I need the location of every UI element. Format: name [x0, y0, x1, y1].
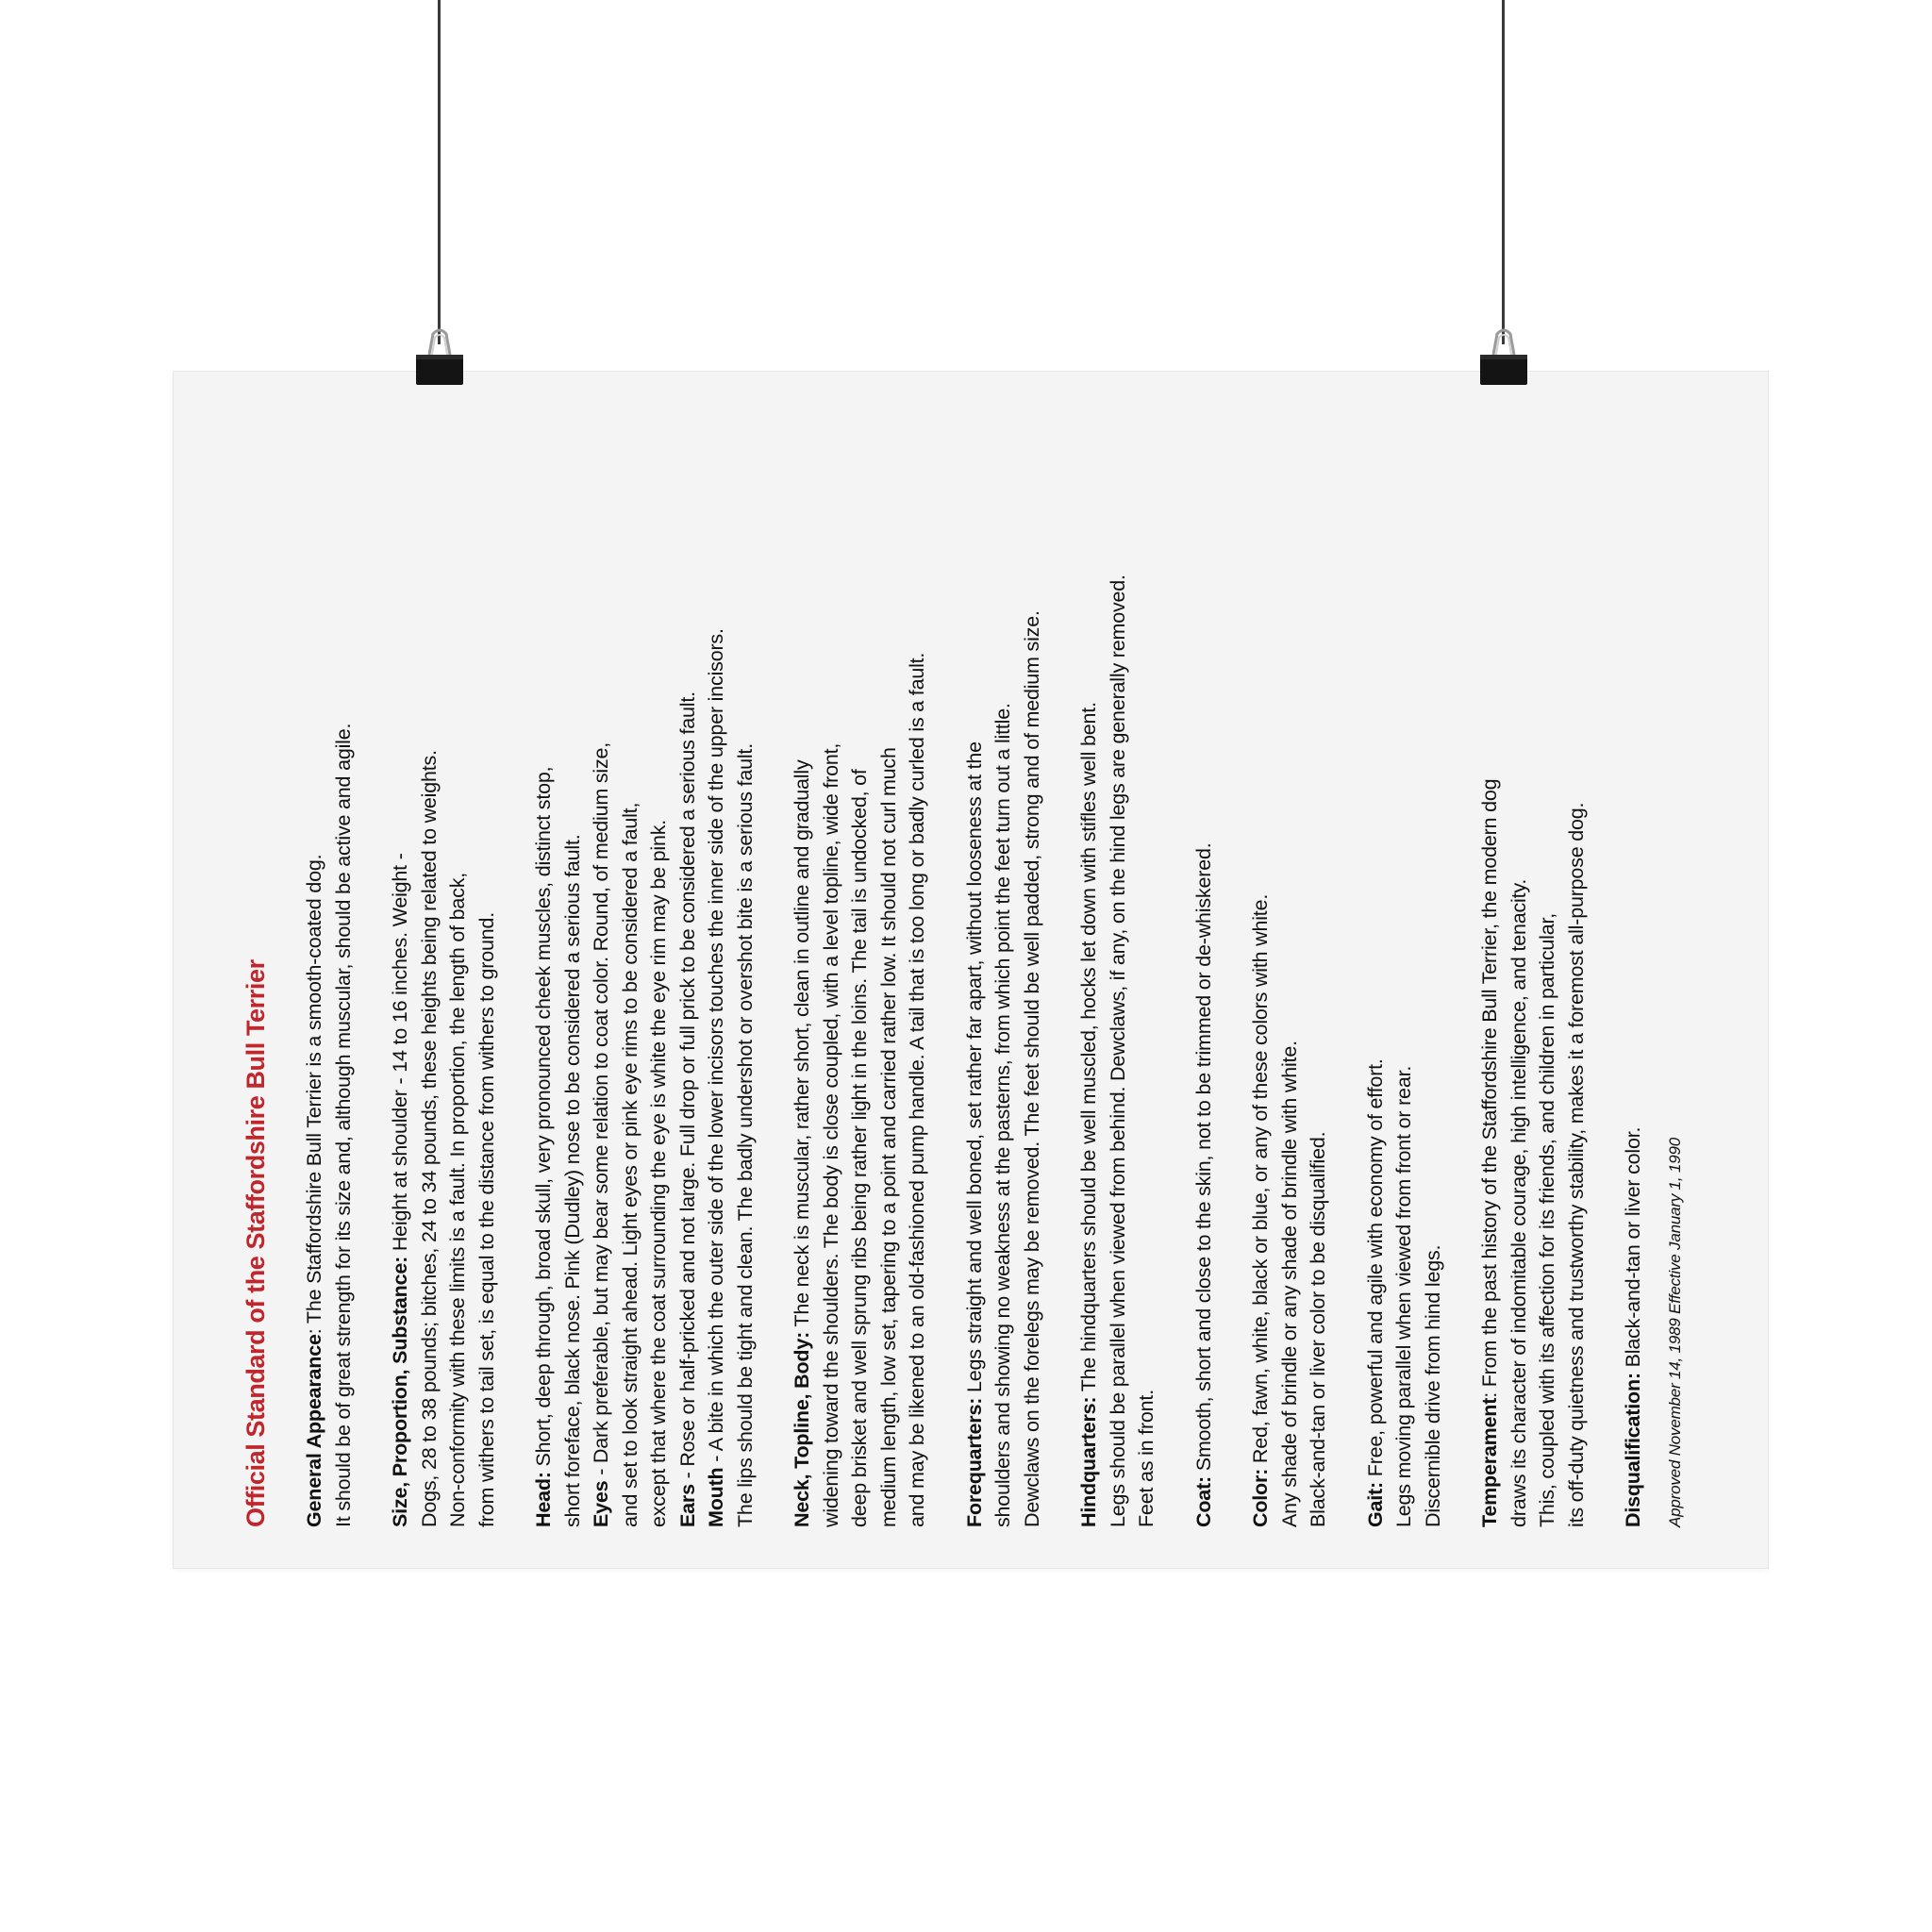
head-label: Head: — [532, 1472, 555, 1527]
disqualification-section: Disqualification: Black-and-tan or liver color. — [1622, 1126, 1644, 1527]
size-section: Size, Proportion, Substance: Height at shoulder - 14 to 16 inches. Weight - Dogs, 28 to 38 pounds; bitches, 24 to 34 pounds, these heights being related to weights. Non-conformity with these limits is a fault. In proportion, the length of back, from withers to tail set, is equal to the distance from withers to ground. — [389, 750, 498, 1527]
disqualification-label: Disqualification: — [1622, 1373, 1644, 1527]
eyes-label: Eyes — [590, 1480, 612, 1527]
neck-label: Neck, Topline, Body: — [791, 1331, 813, 1527]
gait-label: Gait: — [1363, 1482, 1387, 1527]
neck-section: Neck, Topline, Body: The neck is muscular, rather short, clean in outline and gradually widening toward the shoulders. The body is close coupled, with a level topline, wide front, deep brisket and well sprung ribs being rather light in the loins. The tail is undocked, of medium length, low set, tapering to a point and carried rather low. It should not curl much and may be likened to an old-fashioned pump handle. A tail that is too long or badly curled is a fault. — [791, 652, 928, 1527]
left-binder-clip-icon — [414, 323, 465, 389]
color-section: Color: Red, fawn, white, black or blue, or any of these colors with white. Any shade of brindle or any shade of brindle with white. Black-and-tan or liver color to be disqualified. — [1249, 893, 1329, 1527]
temperament-label: Temperament — [1478, 1397, 1501, 1527]
size-label: Size, Proportion, Substance: — [389, 1256, 411, 1527]
gait-section: Gait: Free, powerful and agile with economy of effort. Legs moving parallel when viewed from front or rear. Discernible drive from hind legs. — [1363, 1058, 1444, 1527]
forequarters-section: Forequarters: Legs straight and well boned, set rather far apart, without looseness at the shoulders and showing no weakness at the pasterns, from which point the feet turn out a little. Dewclaws on the forelegs may be removed. The feet should be well padded, strong and of medium size. — [962, 610, 1043, 1527]
poster — [174, 372, 1768, 1568]
right-hanging-wire — [1502, 0, 1505, 344]
forequarters-label: Forequarters: — [962, 1397, 986, 1527]
head-section: Head: Short, deep through, broad skull, very pronounced cheek muscles, distinct stop, short foreface, black nose. Pink (Dudley) nose to be considered a serious fault. Eyes - Dark preferable, but may bear some relation to coat color. Round, of medium size, and set to look straight ahead. Light eyes or pink eye rims to be considered a fault, except that where the coat surrounding the eye is white the eye rim may be pink. Ears - Rose or half-pricked and not large. Full drop or full prick to be considered a serious fault. Mouth - A bite in which the outer side of the lower incisors touches the inner side of the upper incisors. The lips should be tight and clean. The badly undershot or overshot bite is a serious fault. — [532, 628, 757, 1527]
color-label: Color: — [1249, 1468, 1272, 1527]
hindquarters-label: Hindquarters: — [1077, 1396, 1100, 1527]
general-appearance-label: General Appearance — [303, 1334, 325, 1527]
poster-content — [240, 442, 1787, 1527]
temperament-section: Temperament: From the past history of the Staffordshire Bull Terrier, the modern dog draws its character of indomitable courage, high intelligence, and tenacity. This, coupled with its affection for its friends, and children in particular, its off-duty quietness and trustworthy stability, makes it a foremost all-purpose dog. — [1478, 778, 1588, 1527]
right-binder-clip-icon — [1478, 323, 1529, 389]
hindquarters-section: Hindquarters: The hindquarters should be well muscled, hocks let down with stifles well bent. Legs should be parallel when viewed from behind. Dewclaws, if any, on the hind legs are generally removed. Feet as in front. — [1077, 575, 1158, 1527]
approval-date: Approved November 14, 1989 Effective January 1, 1990 — [1665, 1138, 1684, 1527]
general-appearance-section: General Appearance: The Staffordshire Bull Terrier is a smooth-coated dog. It should be of great strength for its size and, although muscular, should be active and agile. — [303, 723, 355, 1527]
poster-title: Official Standard of the Staffordshire Bull Terrier — [242, 959, 270, 1527]
coat-label: Coat: — [1191, 1476, 1215, 1527]
mouth-label: Mouth — [705, 1467, 727, 1527]
coat-section: Coat: Smooth, short and close to the skin, not to be trimmed or de-whiskered. — [1191, 842, 1215, 1527]
ears-label: Ears — [675, 1484, 699, 1527]
left-hanging-wire — [438, 0, 441, 344]
